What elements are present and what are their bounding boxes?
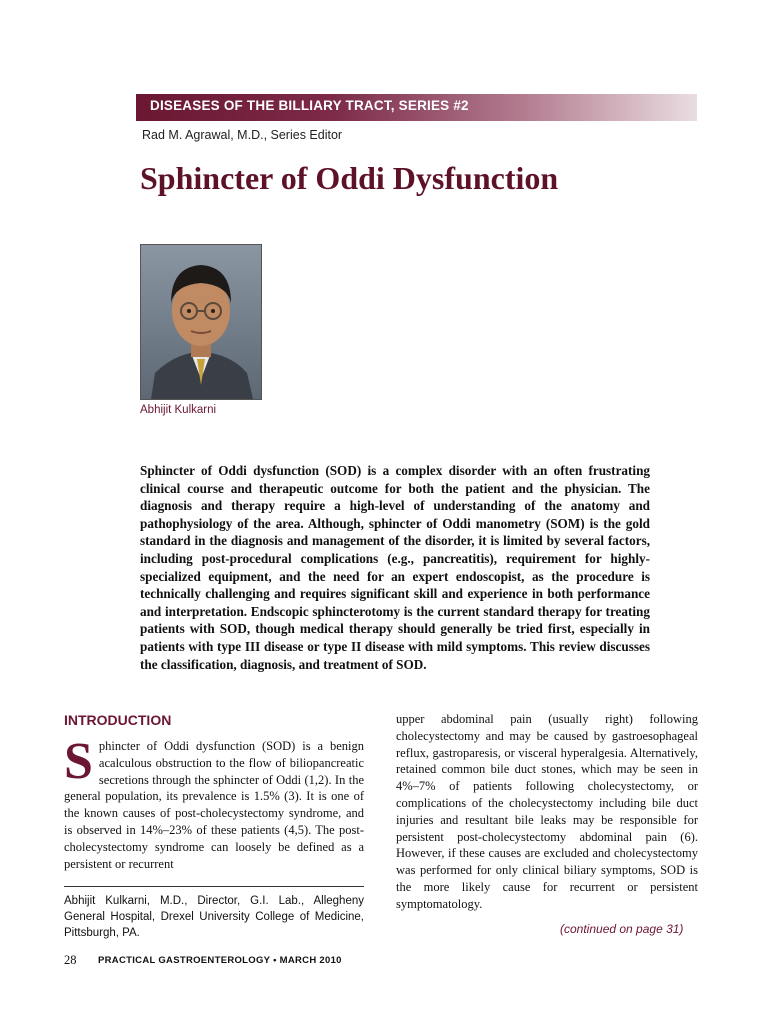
article-abstract: Sphincter of Oddi dysfunction (SOD) is a complex disorder with an often frustrating clinical course and therapeutic outcome for both the patient and the physician. The diagnosis and therapy require a high-level of understanding of the anatomy and pathophysiology of the area. Although, sphincter of Oddi manometry (SOM) is the gold standard in the diagnosis and management of the disorder, it is limited by several factors, including post-procedural complications (e.g., pancreatitis), requirement for highly-specialized equipment, and the need for an expert endoscopist, as the procedure is technically challenging and requires significant skill and experience in both performance and interpretation. Endscopic sphincterotomy is the current standard therapy for treating patients with SOD, though medical therapy should generally be tried first, especially in patients with type III disease or type II disease with mild symptoms. This review discusses the classification, diagnosis, and treatment of SOD.	[140, 463, 650, 672]
body-column-1	[64, 733, 364, 872]
author-photo	[140, 244, 262, 400]
photo-caption: Abhijit Kulkarni	[140, 404, 217, 416]
author-affiliation-note: Abhijit Kulkarni, M.D., Director, G.I. Lab., Allegheny General Hospital, Drexel University College of Medicine, Pittsburgh, PA.	[64, 895, 364, 939]
footnote-divider	[64, 886, 364, 887]
body-column-2: upper abdominal pain (usually right) following cholecystectomy and may be caused by gastroesophageal reflux, gastroparesis, or visceral hyperalgesia. Alternatively, retained common bile duct stones, which may be seen in 4%–7% of patients following cholecystectomy, or complications of the cholecystectomy including bile duct injuries and resultant bile leaks may be responsible for persistent post-cholecystectomy abdominal pain (6). However, if these causes are excluded and cholecystectomy was performed for only clinical biliary symptoms, SOD is the more likely cause for recurrent or persistent symptomatology.	[396, 712, 698, 911]
series-banner-text: DISEASES OF THE BILLIARY TRACT, SERIES #2	[150, 98, 469, 113]
series-editor: Rad M. Agrawal, M.D., Series Editor	[142, 128, 343, 142]
article-title: Sphincter of Oddi Dysfunction	[140, 160, 559, 196]
drop-cap: S	[64, 733, 93, 790]
journal-footer: PRACTICAL GASTROENTEROLOGY • MARCH 2010	[98, 955, 342, 966]
continued-note: (continued on page 31)	[560, 922, 684, 936]
body-column-1-text: phincter of Oddi dysfunction (SOD) is a benign acalculous obstruction to the flow of biliopancreatic secretions through the sphincter of Oddi (1,2). In the general population, its prevalence is 1.5% (3). It is one of the known causes of post-cholecystectomy syndrome, and is observed in 14%–23% of these patients (4,5). The post-cholecystectomy syndrome can loosely be defined as a persistent or recurrent	[64, 739, 364, 871]
introduction-heading: INTRODUCTION	[64, 712, 172, 728]
page-number: 28	[64, 953, 77, 967]
